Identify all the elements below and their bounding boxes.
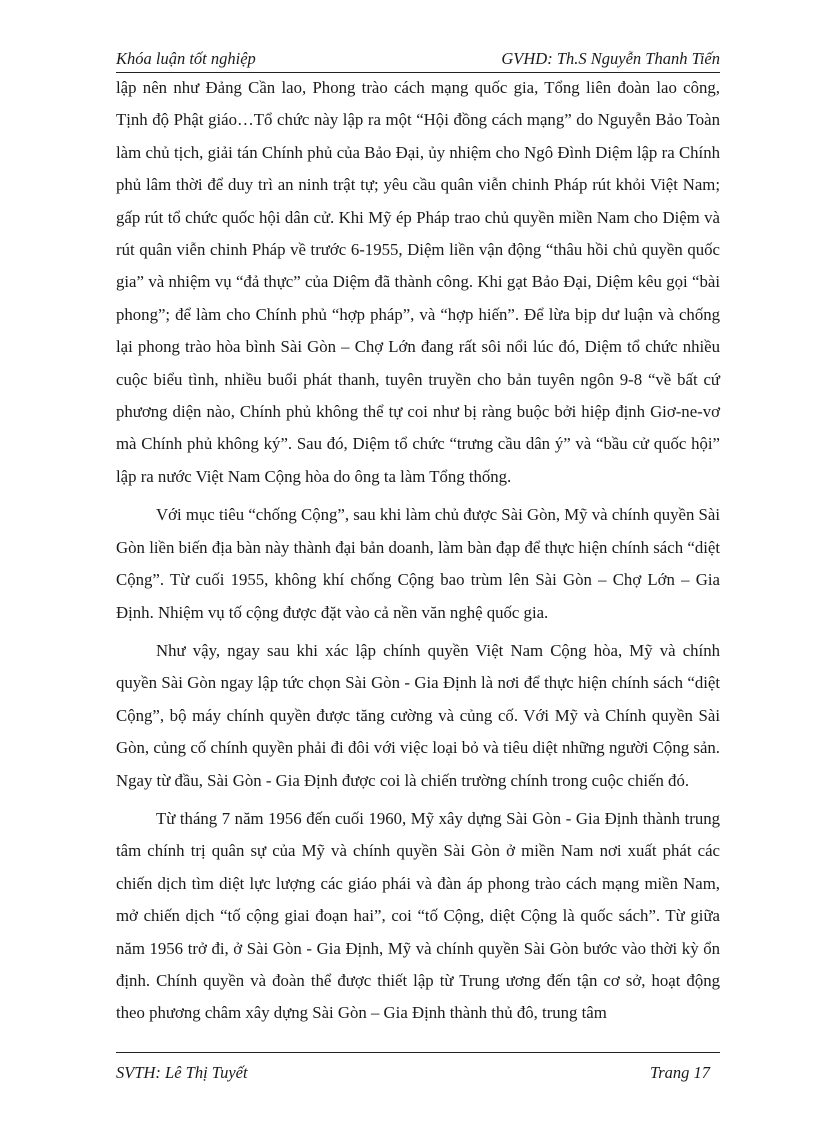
header-advisor-label: GVHD: Th.S Nguyễn Thanh Tiến [501,49,720,68]
paragraph-3: Như vậy, ngay sau khi xác lập chính quyền Việt Nam Cộng hòa, Mỹ và chính quyền Sài Gòn ngay lập tức chọn Sài Gòn - Gia Định là nơi để thực hiện chính sách “diệt Cộng”, bộ máy chính quyền được tăng cường và củng cố. Với Mỹ và Chính quyền Sài Gòn, củng cố chính quyền phải đi đôi với việc loại bỏ và tiêu diệt những người Cộng sản. Ngay từ đầu, Sài Gòn - Gia Định được coi là chiến trường chính trong cuộc chiến đó. [116,640,720,790]
header-thesis-label: Khóa luận tốt nghiệp [116,49,256,68]
paragraph-1: lập nên như Đảng Cần lao, Phong trào cách mạng quốc gia, Tổng liên đoàn lao công, Tịnh độ Phật giáo…Tổ chức này lập ra một “Hội đồng cách mạng” do Nguyễn Bảo Toàn làm chủ tịch, giải tán Chính phủ của Bảo Đại, ủy nhiệm cho Ngô Đình Diệm lập ra Chính phủ lâm thời để duy trì an ninh trật tự; yêu cầu quân viễn chinh Pháp rút khỏi Việt Nam; gấp rút tổ chức quốc hội dân cử. Khi Mỹ ép Pháp trao chủ quyền miền Nam cho Diệm và rút quân viễn chinh Pháp về trước 6-1955, Diệm liền vận động “thâu hồi chủ quyền quốc gia” và nhiệm vụ “đả thực” của Diệm đã thành công. Khi gạt Bảo Đại, Diệm kêu gọi “bài phong”; để làm cho Chính phủ “hợp pháp”, và “hợp hiến”. Để lừa bịp dư luận và chống lại phong trào hòa bình Sài Gòn – Chợ Lớn đang rất sôi nổi lúc đó, Diệm tổ chức nhiều cuộc biểu tình, nhiều buổi phát thanh, tuyên truyền cho bản tuyên ngôn 9-8 “về bất cứ phương diện nào, Chính phủ không thể tự coi như bị ràng buộc bởi hiệp định Giơ-ne-vơ mà Chính phủ không ký”. Sau đó, Diệm tổ chức “trưng cầu dân ý” và “bầu cử quốc hội” lập ra nước Việt Nam Cộng hòa do ông ta làm Tổng thống. [116,78,720,486]
footer-student-label: SVTH: Lê Thị Tuyết [116,1063,248,1082]
footer-page-number: Trang 17 [649,1063,710,1082]
paragraph-2: Với mục tiêu “chống Cộng”, sau khi làm chủ được Sài Gòn, Mỹ và chính quyền Sài Gòn liền biến địa bàn này thành đại bản doanh, làm bàn đạp để thực hiện chính sách “diệt Cộng”. Từ cuối 1955, không khí chống Cộng bao trùm lên Sài Gòn – Chợ Lớn – Gia Định. Nhiệm vụ tố cộng được đặt vào cả nền văn nghệ quốc gia. [116,505,720,622]
page-header [116,46,720,73]
page-footer [116,1052,720,1083]
page-body [116,72,720,1030]
paragraph-4: Từ tháng 7 năm 1956 đến cuối 1960, Mỹ xây dựng Sài Gòn - Gia Định thành trung tâm chính trị quân sự của Mỹ và chính quyền Sài Gòn ở miền Nam nơi xuất phát các chiến dịch tìm diệt lực lượng các giáo phái và đàn áp phong trào cách mạng miền Nam, mở chiến dịch “tố cộng giai đoạn hai”, coi “tố Cộng, diệt Cộng là quốc sách”. Từ giữa năm 1956 trở đi, ở Sài Gòn - Gia Định, Mỹ và chính quyền Sài Gòn bước vào thời kỳ ổn định. Chính quyền và đoàn thể được thiết lập từ Trung ương đến tận cơ sở, hoạt động theo phương châm xây dựng Sài Gòn – Gia Định thành thủ đô, trung tâm [116,808,720,1023]
